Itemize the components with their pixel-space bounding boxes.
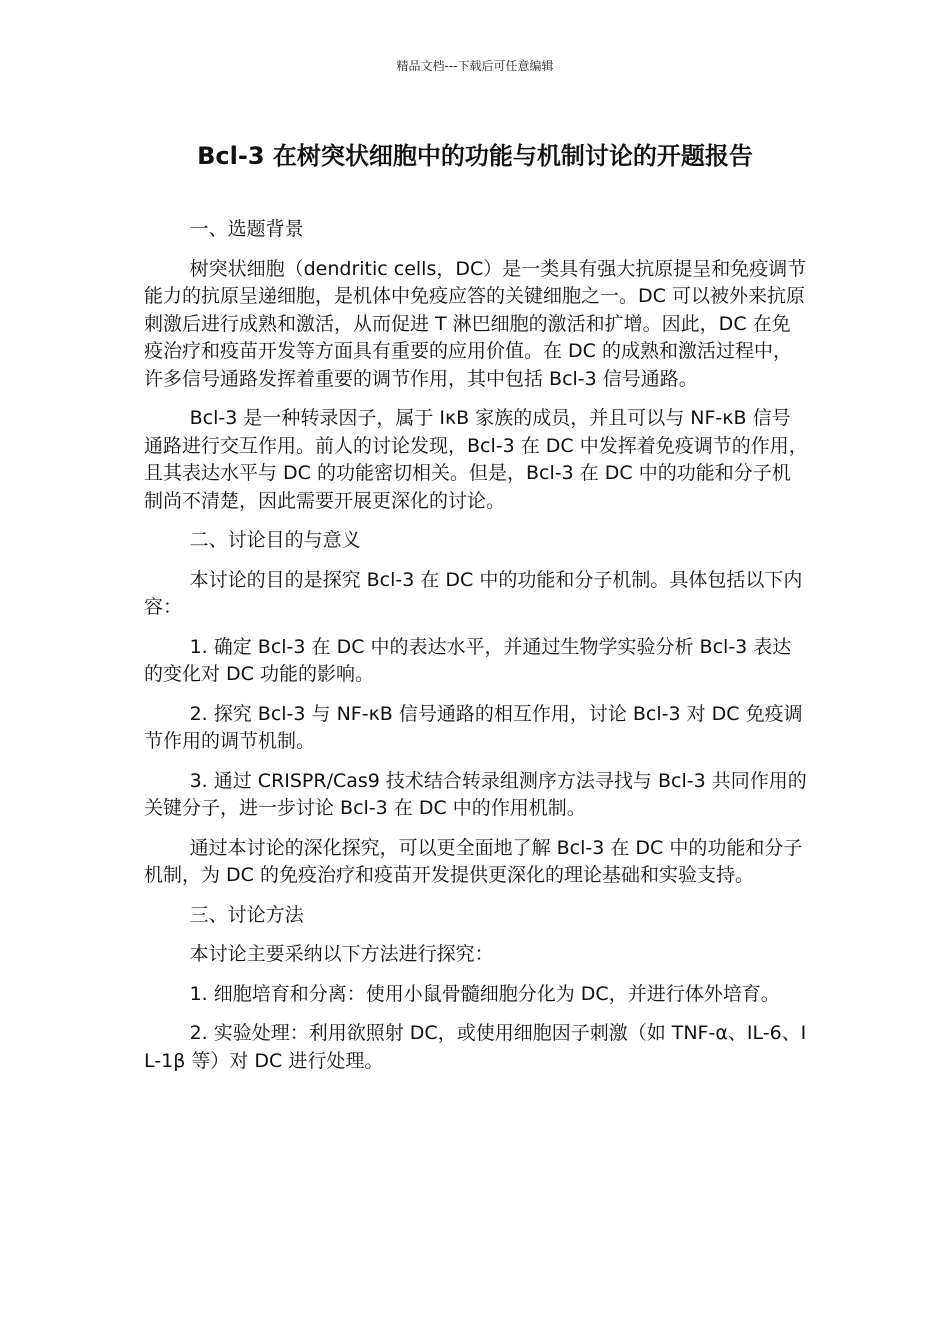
paragraph-methods-intro: 本讨论主要采纳以下方法进行探究： (189, 943, 494, 965)
section-heading-background: 一、选题背景 (189, 218, 304, 240)
document-title: Bcl-3 在树突状细胞中的功能与机制讨论的开题报告 (197, 142, 753, 170)
paragraph-bcl3-intro: Bcl-3 是一种转录因子，属于 IκB 家族的成员，并且可以与 NF-κB 信号通路进行交互作用。前人的讨论发现，Bcl-3 在 DC 中发挥着免疫调节的作用，且其表达水平与 DC 的功能密切相关。但是，Bcl-3 在 DC 中的功能和分子机制尚不清楚，因此需要开展更深化的讨论。 (144, 407, 808, 512)
list-item-aim-1: 1. 确定 Bcl-3 在 DC 中的表达水平，并通过生物学实验分析 Bcl-3 表达的变化对 DC 功能的影响。 (144, 635, 792, 685)
section-heading-purpose: 二、讨论目的与意义 (189, 529, 361, 551)
list-item-aim-2: 2. 探究 Bcl-3 与 NF-κB 信号通路的相互作用，讨论 Bcl-3 对 DC 免疫调节作用的调节机制。 (144, 702, 803, 752)
paragraph-dc-intro: 树突状细胞（dendritic cells，DC）是一类具有强大抗原提呈和免疫调节能力的抗原呈递细胞，是机体中免疫应答的关键细胞之一。DC 可以被外来抗原刺激后进行成熟和激活，从而促进 T 淋巴细胞的激活和扩增。因此，DC 在免疫治疗和疫苗开发等方面具有重要的应用价值。在 DC 的成熟和激活过程中，许多信号通路发挥着重要的调节作用，其中包括 Bcl-3 信号通路。 (144, 257, 807, 390)
section-heading-methods: 三、讨论方法 (189, 903, 304, 926)
paragraph-significance: 通过本讨论的深化探究，可以更全面地了解 Bcl-3 在 DC 中的功能和分子机制，为 DC 的免疫治疗和疫苗开发提供更深化的理论基础和实验支持。 (144, 836, 803, 886)
list-item-aim-3: 3. 通过 CRISPR/Cas9 技术结合转录组测序方法寻找与 Bcl-3 共同作用的关键分子，进一步讨论 Bcl-3 在 DC 中的作用机制。 (144, 769, 807, 819)
document-body (144, 216, 808, 1087)
list-item-method-1: 1. 细胞培育和分离：使用小鼠骨髓细胞分化为 DC，并进行体外培育。 (189, 982, 780, 1005)
paragraph-purpose: 本讨论的目的是探究 Bcl-3 在 DC 中的功能和分子机制。具体包括以下内容： (144, 568, 803, 618)
page-header: 精品文档---下载后可任意编辑 (396, 59, 554, 73)
list-item-method-2: 2. 实验处理：利用欲照射 DC，或使用细胞因子刺激（如 TNF-α、IL-6、IL-1β 等）对 DC 进行处理。 (144, 1022, 807, 1072)
